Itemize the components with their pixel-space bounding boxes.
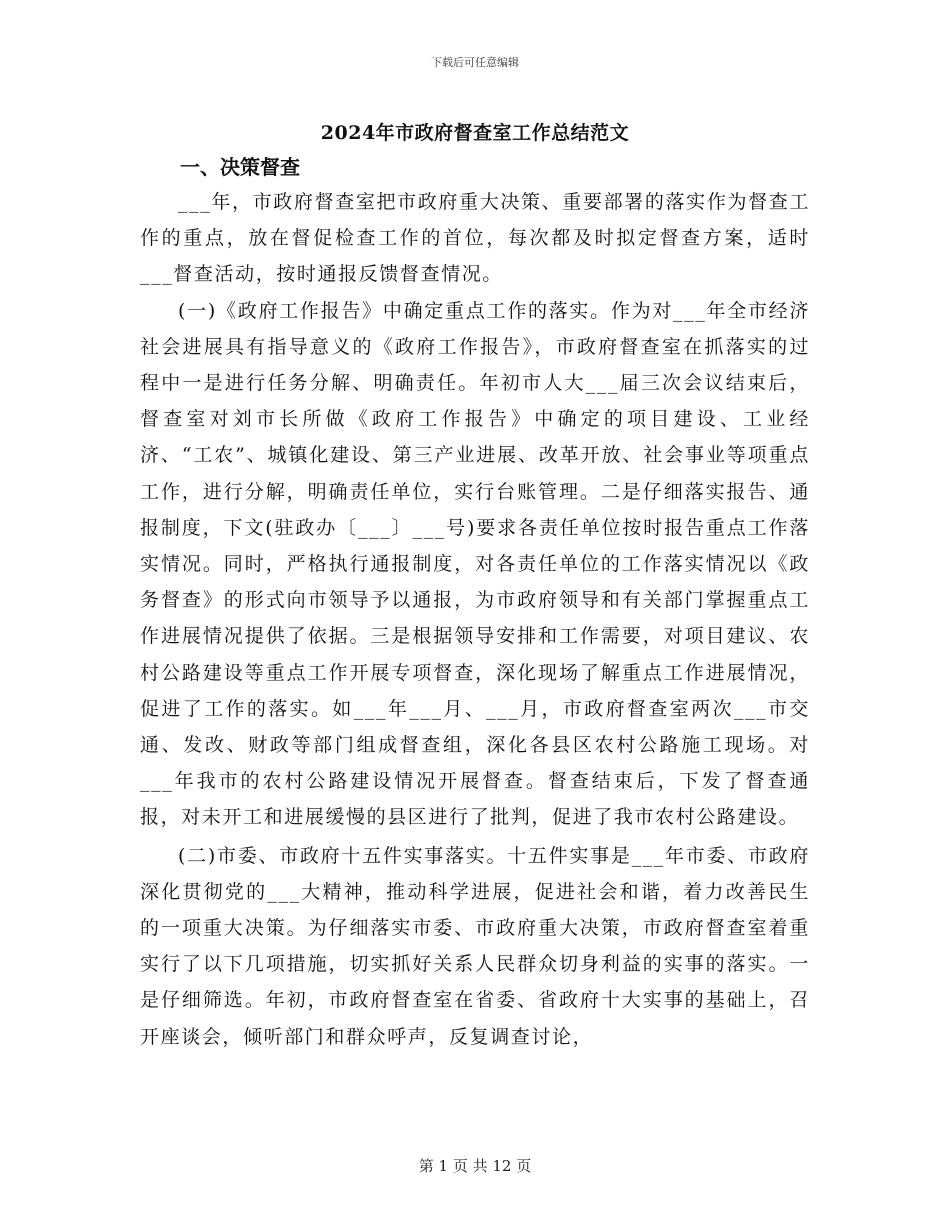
paragraph-item-two: (二)市委、市政府十五件实事落实。十五件实事是___年市委、市政府深化贯彻党的___大精神，推动科学进展，促进社会和谐，着力改善民生的一项重大决策。为仔细落实市委、市政府重大决策，市政府督查室着重实行了以下几项措施，切实抓好关系人民群众切身利益的实事的落实。一是仔细筛选。年初，市政府督查室在省委、省政府十大实事的基础上，召开座谈会，倾听部门和群众呼声，反复调查讨论， [140, 844, 810, 1048]
page-header-note: 下载后可任意编辑 [431, 56, 519, 69]
paragraph-intro: ___年，市政府督查室把市政府重大决策、重要部署的落实作为督查工作的重点，放在督促检查工作的首位，每次都及时拟定督查方案，适时___督查活动，按时通报反馈督查情况。 [140, 191, 810, 286]
section-heading: 一、决策督查 [180, 155, 300, 179]
page-number-footer: 第 1 页 共 12 页 [418, 1157, 532, 1175]
document-title: 2024年市政府督查室工作总结范文 [320, 122, 630, 144]
paragraph-item-one: (一)《政府工作报告》中确定重点工作的落实。作为对___年全市经济社会进展具有指导意义的《政府工作报告》，市政府督查室在抓落实的过程中一是进行任务分解、明确责任。年初市人大___届三次会议结束后，督查室对刘市长所做《政府工作报告》中确定的项目建设、工业经济、“工农”、城镇化建设、第三产业进展、改革开放、社会事业等项重点工作，进行分解，明确责任单位，实行台账管理。二是仔细落实报告、通报制度，下文(驻政办〔___〕___号)要求各责任单位按时报告重点工作落实情况。同时，严格执行通报制度，对各责任单位的工作落实情况以《政务督查》的形式向市领导予以通报，为市政府领导和有关部门掌握重点工作进展情况提供了依据。三是根据领导安排和工作需要，对项目建议、农村公路建设等重点工作开展专项督查，深化现场了解重点工作进展情况，促进了工作的落实。如___年___月、___月，市政府督查室两次___市交通、发改、财政等部门组成督查组，深化各县区农村公路施工现场。对___年我市的农村公路建设情况开展督查。督查结束后，下发了督查通报，对未开工和进展缓慢的县区进行了批判，促进了我市农村公路建设。 [140, 299, 810, 829]
document-body [140, 150, 810, 1055]
